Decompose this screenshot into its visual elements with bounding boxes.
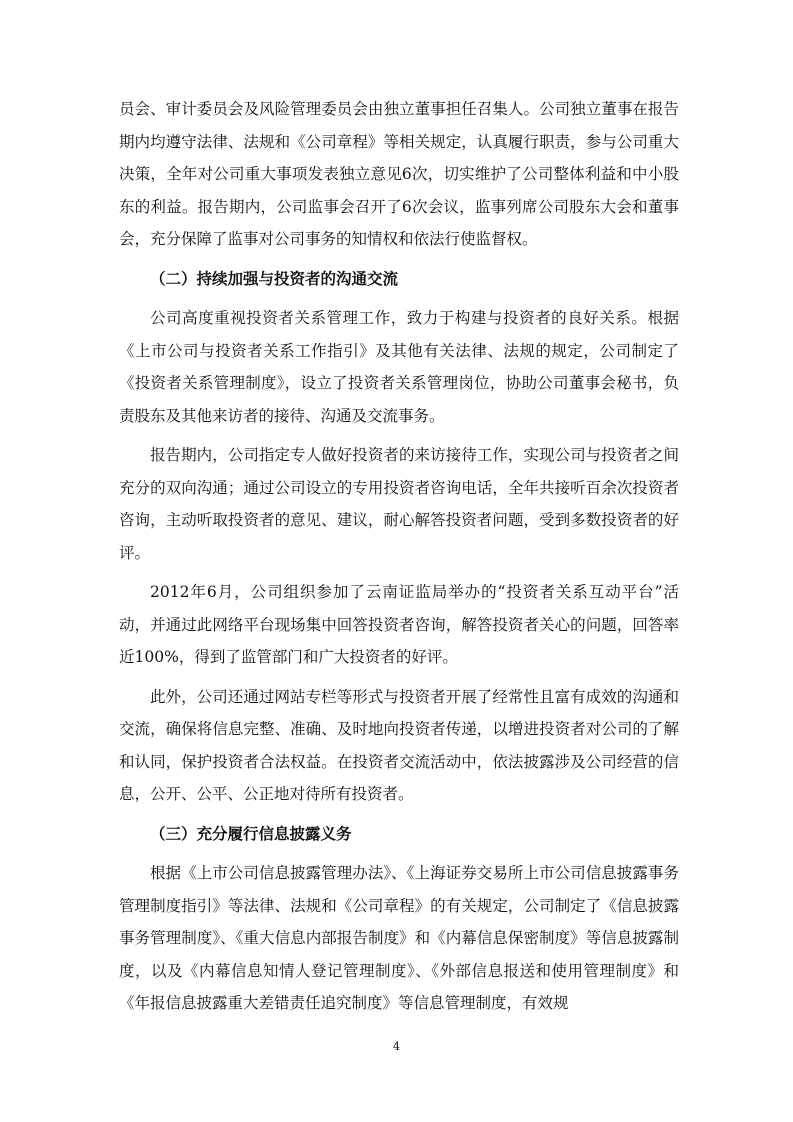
paragraph-investor-relations-policy: 公司高度重视投资者关系管理工作，致力于构建与投资者的良好关系。根据《上市公司与投资者关系工作指引》及其他有关法律、法规的规定，公司制定了《投资者关系管理制度》，设立了投资者关系管理岗位，协助公司董事会秘书，负责股东及其他来访者的接待、沟通及交流事务。 — [119, 309, 679, 425]
paragraph-interactive-platform: 2012年6月，公司组织参加了云南证监局举办的“投资者关系互动平台”活动，并通过此网络平台现场集中回答投资者咨询，解答投资者关心的问题，回答率近100%，得到了监管部门和广大投资者的好评。 — [119, 583, 679, 666]
section-heading-information-disclosure: （三）充分履行信息披露义务 — [150, 824, 352, 843]
paragraph-investor-reception: 报告期内，公司指定专人做好投资者的来访接待工作，实现公司与投资者之间充分的双向沟通；通过公司设立的专用投资者咨询电话，全年共接听百余次投资者咨询，主动听取投资者的意见、建议，耐心解答投资者问题，受到多数投资者的好评。 — [119, 446, 679, 562]
document-body — [119, 93, 679, 1020]
section-heading-investor-communication: （二）持续加强与投资者的沟通交流 — [150, 269, 399, 288]
page-number: 4 — [393, 1040, 400, 1053]
paragraph-website-communication: 此外，公司还通过网站专栏等形式与投资者开展了经常性且富有成效的沟通和交流，确保将信息完整、准确、及时地向投资者传递，以增进投资者对公司的了解和认同，保护投资者合法权益。在投资者交流活动中，依法披露涉及公司经营的信息，公开、公平、公正地对待所有投资者。 — [119, 687, 679, 803]
paragraph-independent-directors: 员会、审计委员会及风险管理委员会由独立董事担任召集人。公司独立董事在报告期内均遵守法律、法规和《公司章程》等相关规定，认真履行职责，参与公司重大决策，全年对公司重大事项发表独立意见6次，切实维护了公司整体利益和中小股东的利益。报告期内，公司监事会召开了6次会议，监事列席公司股东大会和董事会，充分保障了监事对公司事务的知情权和依法行使监督权。 — [119, 100, 679, 248]
paragraph-disclosure-regulations: 根据《上市公司信息披露管理办法》、《上海证券交易所上市公司信息披露事务管理制度指引》等法律、法规和《公司章程》的有关规定，公司制定了《信息披露事务管理制度》、《重大信息内部报告制度》和《内幕信息保密制度》等信息披露制度，以及《内幕信息知情人登记管理制度》、《外部信息报送和使用管理制度》和《年报信息披露重大差错责任追究制度》等信息管理制度，有效规 — [119, 864, 679, 1012]
